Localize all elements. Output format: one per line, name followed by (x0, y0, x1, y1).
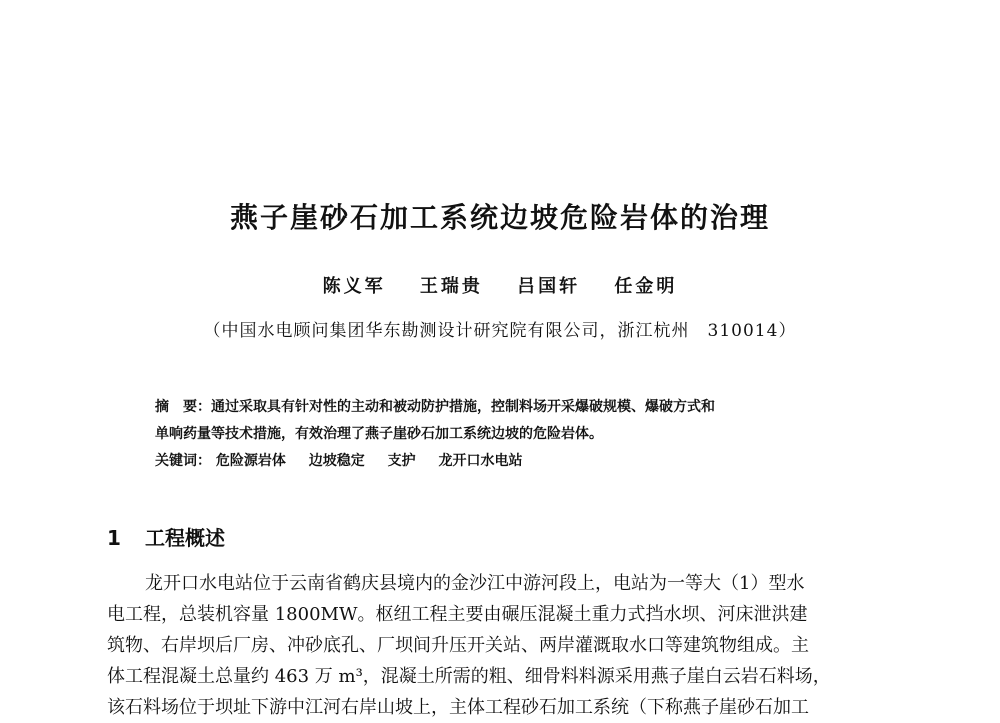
abstract-block (155, 394, 865, 475)
author-name: 任金明 (614, 276, 678, 297)
section-heading (107, 522, 225, 551)
affiliation: （中国水电顾问集团华东勘测设计研究院有限公司，浙江杭州 310014） (203, 321, 797, 341)
body-line: 电工程，总装机容量 1800MW。枢纽工程主要由碾压混凝土重力式挡水坝、河床泄洪建 (107, 604, 808, 625)
abstract-text-2: 单响药量等技术措施，有效治理了燕子崖砂石加工系统边坡的危险岩体。 (155, 426, 603, 442)
abstract-line-1 (155, 394, 865, 421)
keyword: 支护 (387, 453, 416, 469)
paper-title: 燕子崖砂石加工系统边坡危险岩体的治理 (229, 201, 770, 234)
body-line: 该石料场位于坝址下游中江河右岸山坡上，主体工程砂石加工系统（下称燕子崖砂石加工 (107, 697, 809, 718)
keyword: 龙开口水电站 (438, 453, 523, 469)
keywords-line (155, 448, 865, 475)
body-paragraph (107, 568, 897, 723)
author-list (0, 272, 1000, 298)
section-number: 1 (107, 526, 121, 550)
author-name: 吕国轩 (517, 276, 581, 297)
body-line: 体工程混凝土总量约 463 万 m³，混凝土所需的粗、细骨料料源采用燕子崖白云岩石料场， (107, 666, 831, 687)
abstract-label: 摘 要： (155, 399, 211, 415)
abstract-line-2 (155, 421, 865, 448)
body-line: 龙开口水电站位于云南省鹤庆县境内的金沙江中游河段上，电站为一等大（1）型水 (145, 573, 805, 594)
keyword: 边坡稳定 (308, 453, 365, 469)
body-line: 筑物、右岸坝后厂房、冲砂底孔、厂坝间升压开关站、两岸灌溉取水口等建筑物组成。主 (107, 635, 809, 656)
abstract-text-1: 通过采取具有针对性的主动和被动防护措施，控制料场开采爆破规模、爆破方式和 (211, 399, 715, 415)
keywords-label: 关键词： (155, 453, 211, 469)
author-name: 王瑞贵 (419, 276, 483, 297)
keyword: 危险源岩体 (215, 453, 286, 469)
section-title: 工程概述 (145, 526, 225, 550)
author-name: 陈义军 (322, 276, 386, 297)
